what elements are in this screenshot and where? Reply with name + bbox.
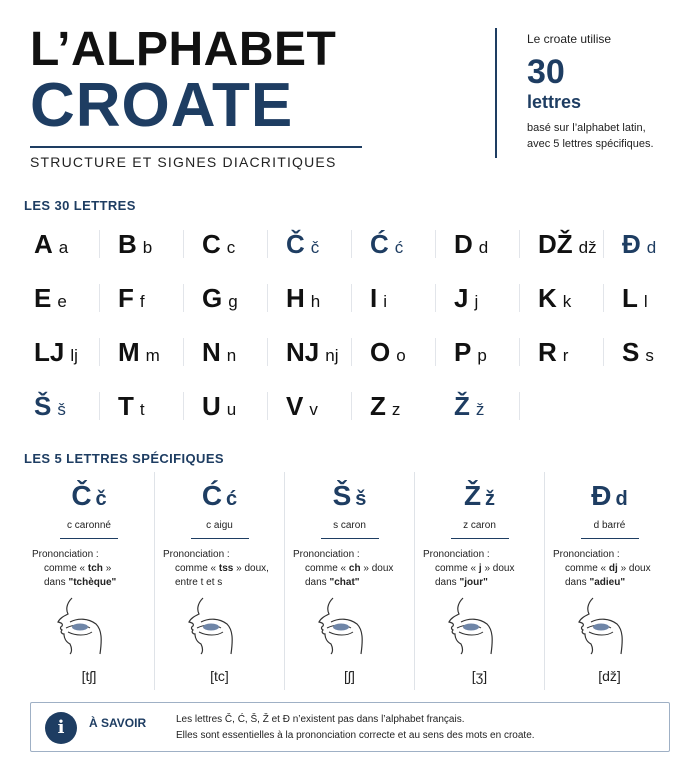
letter-lower: lj <box>70 346 78 365</box>
pronunciation-example: "tchèque" <box>68 577 117 588</box>
letter-upper: L <box>622 283 638 313</box>
specific-letter-name: c aigu <box>206 520 233 531</box>
specific-letter-card <box>414 472 544 690</box>
specific-letter-name: z caron <box>463 520 496 531</box>
specific-letter-lower: d <box>615 488 628 510</box>
letter-lower: u <box>226 400 237 419</box>
page-title-line2: CROATE <box>30 71 294 140</box>
letter-lower: h <box>310 292 321 311</box>
letter-lower: l <box>643 292 648 311</box>
specific-letter-pair <box>285 480 414 512</box>
pronunciation-close: » doux <box>620 563 651 574</box>
mouth-profile-icon <box>44 596 114 656</box>
letter-upper: N <box>202 337 221 367</box>
pronunciation-label: Prononciation : <box>553 549 620 560</box>
specific-letters <box>24 472 674 690</box>
letter-lower: a <box>58 238 69 257</box>
page-subtitle: STRUCTURE ET SIGNES DIACRITIQUES <box>30 154 337 170</box>
summary-description <box>527 120 687 152</box>
letter-cell <box>612 330 692 374</box>
letter-cell <box>276 276 356 320</box>
ipa-transcription: [tc] <box>210 668 229 684</box>
letter-cell <box>444 222 524 266</box>
mouth-profile-icon <box>435 596 505 656</box>
letter-cell <box>192 222 272 266</box>
header-divider <box>495 28 497 158</box>
letter-upper: Ž <box>454 391 470 421</box>
letter-cell <box>276 384 356 428</box>
letter-cell <box>24 222 104 266</box>
letter-upper: M <box>118 337 140 367</box>
specific-letter-rule <box>191 538 249 539</box>
specific-letter-upper: Ž <box>463 480 482 511</box>
letter-lower: dž <box>578 238 597 257</box>
letter-upper: LJ <box>34 337 65 367</box>
note-text-line1: Les lettres Č, Ć, Š, Ž et Đ n’existent pas dans l’alphabet français. <box>176 714 465 725</box>
letter-upper: G <box>202 283 223 313</box>
ipa-transcription: [ʃ] <box>344 668 355 684</box>
letter-upper: P <box>454 337 472 367</box>
letter-upper: DŽ <box>538 229 573 259</box>
letter-lower: c <box>226 238 236 257</box>
section-title-specific: LES 5 LETTRES SPÉCIFIQUES <box>24 451 224 466</box>
info-note <box>30 702 670 752</box>
letter-lower: ž <box>475 400 485 419</box>
specific-letter-pair <box>155 480 284 512</box>
letter-upper: O <box>370 337 391 367</box>
specific-letter-lower: š <box>355 488 367 510</box>
letter-cell <box>444 276 524 320</box>
letter-upper: K <box>538 283 557 313</box>
letter-lower: m <box>145 346 160 365</box>
note-label: À SAVOIR <box>89 716 147 730</box>
info-icon: i <box>45 712 77 744</box>
letter-cell <box>192 276 272 320</box>
specific-letter-upper: Č <box>71 480 92 511</box>
letter-upper: S <box>622 337 640 367</box>
letter-lower: s <box>645 346 654 365</box>
letter-cell <box>108 222 188 266</box>
letter-cell <box>444 330 524 374</box>
mouth-profile-icon <box>175 596 245 656</box>
pronunciation-dans: dans <box>565 577 587 588</box>
title-underline <box>30 146 362 148</box>
pronunciation-close: » doux <box>484 563 515 574</box>
letter-cell <box>360 276 440 320</box>
letter-lower: n <box>226 346 237 365</box>
letter-cell <box>360 222 440 266</box>
letter-cell <box>612 276 692 320</box>
pronunciation-line1 <box>553 562 673 576</box>
pronunciation-key: tch <box>87 563 103 574</box>
letter-lower: b <box>142 238 153 257</box>
letter-upper: Z <box>370 391 386 421</box>
letter-upper: F <box>118 283 134 313</box>
pronunciation-line2 <box>293 576 413 590</box>
pronunciation-key: dj <box>608 563 618 574</box>
specific-letter-card <box>24 472 154 690</box>
letter-cell <box>192 330 272 374</box>
specific-letter-lower: ž <box>485 488 496 510</box>
letter-upper: D <box>454 229 473 259</box>
summary-count: 30 <box>527 53 565 91</box>
letter-lower: d <box>478 238 489 257</box>
pronunciation <box>423 548 543 590</box>
letter-upper: B <box>118 229 137 259</box>
pronunciation-example: "jour" <box>459 577 488 588</box>
pronunciation-line2 <box>163 576 283 590</box>
pronunciation-line1 <box>293 562 413 576</box>
letter-cell <box>612 222 692 266</box>
note-text-line2: Elles sont essentielles à la prononciation correcte et au sens des mots en croate. <box>176 730 535 741</box>
letter-upper: Đ <box>622 229 641 259</box>
letter-upper: T <box>118 391 134 421</box>
pronunciation-comme: comme « <box>175 563 217 574</box>
summary-panel <box>527 32 687 152</box>
letter-upper: V <box>286 391 304 421</box>
pronunciation-label: Prononciation : <box>423 549 490 560</box>
pronunciation-close: » doux <box>363 563 394 574</box>
pronunciation-comme: comme « <box>435 563 477 574</box>
letter-cell <box>24 384 104 428</box>
specific-letter-name: d barré <box>593 520 626 531</box>
letter-lower: j <box>474 292 479 311</box>
page-title-line1: L’ALPHABET <box>30 23 337 76</box>
specific-letter-pair <box>545 480 674 512</box>
letter-cell <box>24 330 104 374</box>
pronunciation-close: » doux, <box>236 563 269 574</box>
specific-letter-rule <box>581 538 639 539</box>
pronunciation-dans: dans <box>435 577 457 588</box>
letter-upper: A <box>34 229 53 259</box>
letter-lower: t <box>139 400 145 419</box>
pronunciation-comme: comme « <box>44 563 86 574</box>
letter-lower: č <box>310 238 320 257</box>
pronunciation-key: tss <box>218 563 234 574</box>
letter-lower: k <box>562 292 572 311</box>
specific-letter-pair <box>415 480 544 512</box>
pronunciation-close: » <box>105 563 112 574</box>
specific-letter-lower: ć <box>226 488 238 510</box>
letter-cell <box>444 384 524 428</box>
ipa-transcription: [tʃ] <box>81 668 97 684</box>
letter-lower: e <box>57 292 67 311</box>
letter-upper: NJ <box>286 337 320 367</box>
specific-letter-upper: Đ <box>591 480 612 511</box>
pronunciation <box>293 548 413 590</box>
letter-upper: Ć <box>370 229 389 259</box>
pronunciation-label: Prononciation : <box>163 549 230 560</box>
letter-upper: C <box>202 229 221 259</box>
pronunciation-label: Prononciation : <box>32 549 99 560</box>
pronunciation-key: j <box>478 563 482 574</box>
specific-letter-upper: Ć <box>201 480 223 511</box>
letter-cell <box>276 330 356 374</box>
letter-lower: g <box>228 292 238 311</box>
pronunciation-dans: entre t et s <box>175 577 223 588</box>
letter-lower: p <box>477 346 487 365</box>
specific-letter-upper: Š <box>332 480 352 511</box>
pronunciation-example: "chat" <box>329 577 360 588</box>
letter-upper: R <box>538 337 557 367</box>
letter-upper: I <box>370 283 378 313</box>
pronunciation-line2 <box>32 576 152 590</box>
pronunciation <box>163 548 283 590</box>
specific-letter-name: s caron <box>333 520 366 531</box>
letter-cell <box>108 276 188 320</box>
summary-intro: Le croate utilise <box>527 32 612 46</box>
letter-lower: r <box>562 346 569 365</box>
specific-letter-card <box>544 472 674 690</box>
specific-letter-name: c caronné <box>67 520 111 531</box>
letter-lower: i <box>383 292 388 311</box>
letter-upper: E <box>34 283 52 313</box>
pronunciation-dans: dans <box>305 577 327 588</box>
letter-cell <box>108 330 188 374</box>
pronunciation-line1 <box>163 562 283 576</box>
mouth-profile-icon <box>565 596 635 656</box>
summary-desc-line2: avec 5 lettres spécifiques. <box>527 138 654 150</box>
letter-upper: H <box>286 283 305 313</box>
ipa-transcription: [dž] <box>598 668 621 684</box>
header <box>30 24 670 174</box>
letter-cell <box>360 384 440 428</box>
pronunciation-example: "adieu" <box>589 577 626 588</box>
pronunciation <box>553 548 673 590</box>
specific-letter-card <box>154 472 284 690</box>
mouth-profile-icon <box>305 596 375 656</box>
letter-lower: z <box>391 400 401 419</box>
pronunciation <box>32 548 152 590</box>
pronunciation-line2 <box>553 576 673 590</box>
pronunciation-comme: comme « <box>305 563 347 574</box>
letter-cell <box>360 330 440 374</box>
specific-letter-rule <box>321 538 379 539</box>
pronunciation-dans: dans <box>44 577 66 588</box>
specific-letter-pair <box>24 480 154 512</box>
summary-word: lettres <box>527 92 582 112</box>
letter-lower: nj <box>325 346 339 365</box>
specific-letter-card <box>284 472 414 690</box>
letter-cell <box>528 222 608 266</box>
letter-upper: Č <box>286 229 305 259</box>
letter-upper: J <box>454 283 469 313</box>
letter-cell <box>192 384 272 428</box>
letter-cell <box>276 222 356 266</box>
letter-lower: v <box>309 400 318 419</box>
letter-cell <box>528 330 608 374</box>
letter-lower: š <box>57 400 66 419</box>
summary-desc-line1: basé sur l’alphabet latin, <box>527 122 646 134</box>
letter-lower: f <box>139 292 145 311</box>
letter-lower: d <box>646 238 657 257</box>
letter-upper: U <box>202 391 221 421</box>
letter-lower: o <box>396 346 406 365</box>
section-title-alphabet: LES 30 LETTRES <box>24 198 136 213</box>
letter-lower: ć <box>394 238 404 257</box>
specific-letter-lower: č <box>95 488 107 510</box>
letter-cell <box>108 384 188 428</box>
letter-cell <box>24 276 104 320</box>
letter-upper: Š <box>34 391 52 421</box>
pronunciation-line1 <box>423 562 543 576</box>
note-text <box>176 712 656 744</box>
pronunciation-label: Prononciation : <box>293 549 360 560</box>
pronunciation-comme: comme « <box>565 563 607 574</box>
ipa-transcription: [ʒ] <box>471 668 488 684</box>
specific-letter-rule <box>451 538 509 539</box>
specific-letter-rule <box>60 538 118 539</box>
pronunciation-key: ch <box>348 563 361 574</box>
pronunciation-line2 <box>423 576 543 590</box>
pronunciation-line1 <box>32 562 152 576</box>
letter-cell <box>528 276 608 320</box>
